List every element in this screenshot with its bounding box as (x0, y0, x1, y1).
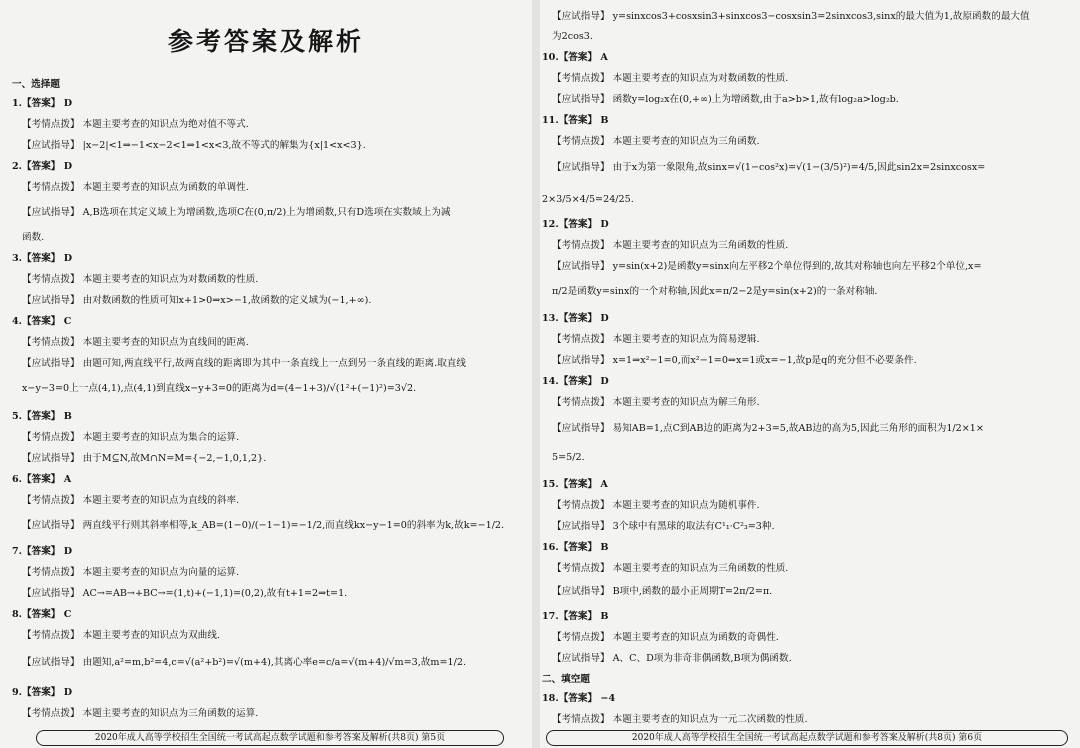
text-line: 【考情点拨】 本题主要考查的知识点为随机事件. (552, 500, 760, 511)
answer-heading: 11.【答案】 B (542, 115, 609, 126)
text-line: 【应试指导】 A、C、D项为非奇非偶函数,B项为偶函数. (552, 653, 792, 664)
page-6 (540, 0, 1080, 748)
answer-heading: 8.【答案】 C (12, 609, 72, 620)
text-line: 【考情点拨】 本题主要考查的知识点为集合的运算. (22, 432, 240, 443)
text-line: x−y−3=0上一点(4,1),点(4,1)到直线x−y+3=0的距离为d=(4−1+3)/√(1²+(−1)²)=3√2. (22, 383, 417, 394)
text-line: 【考情点拨】 本题主要考查的知识点为三角函数. (552, 136, 760, 147)
text-line: 【考情点拨】 本题主要考查的知识点为向量的运算. (22, 567, 240, 578)
text-line: 【应试指导】 由题知,a²=m,b²=4,c=√(a²+b²)=√(m+4),其离心率e=c/a=√(m+4)/√m=3,故m=1/2. (22, 657, 467, 668)
text-line: 【考情点拨】 本题主要考查的知识点为三角函数的性质. (552, 563, 789, 574)
text-line: π/2是函数y=sinx的一个对称轴,因此x=π/2−2是y=sin(x+2)的一条对称轴. (552, 286, 878, 297)
answer-heading: 16.【答案】 B (542, 542, 609, 553)
text-line: 5=5/2. (552, 452, 585, 463)
answer-heading: 2.【答案】 D (12, 161, 73, 172)
text-line: 【应试指导】 AC→=AB→+BC→=(1,t)+(−1,1)=(0,2),故有t+1=2⇒t=1. (22, 588, 348, 599)
text-line: 【应试指导】 由于x为第一象限角,故sinx=√(1−cos²x)=√(1−(3/5)²)=4/5,因此sin2x=2sinxcosx= (552, 162, 986, 173)
text-line: 【应试指导】 由于M⊆N,故M∩N=M={−2,−1,0,1,2}. (22, 453, 267, 464)
answer-heading: 10.【答案】 A (542, 52, 608, 63)
text-line: 【考情点拨】 本题主要考查的知识点为三角函数的运算. (22, 708, 259, 719)
page-footer: 2020年成人高等学校招生全国统一考试高起点数学试题和参考答案及解析(共8页) 第5页 (36, 730, 504, 746)
text-line: 【考情点拨】 本题主要考查的知识点为函数的单调性. (22, 182, 249, 193)
text-line: 【考情点拨】 本题主要考查的知识点为函数的奇偶性. (552, 632, 779, 643)
page-footer: 2020年成人高等学校招生全国统一考试高起点数学试题和参考答案及解析(共8页) 第6页 (546, 730, 1068, 746)
answer-heading: 4.【答案】 C (12, 316, 72, 327)
answer-heading: 9.【答案】 D (12, 687, 73, 698)
answer-heading: 17.【答案】 B (542, 611, 609, 622)
text-line: 【应试指导】 由对数函数的性质可知x+1>0⇒x>−1,故函数的定义域为(−1,+∞). (22, 295, 372, 306)
text-line: 【应试指导】 x=1⇒x²−1=0,而x²−1=0⇒x=1或x=−1,故p是q的充分但不必要条件. (552, 355, 917, 366)
text-line: 【应试指导】 易知AB=1,点C到AB边的距离为2+3=5,故AB边的高为5,因此三角形的面积为1/2×1× (552, 423, 984, 434)
text-line: 【应试指导】 两直线平行则其斜率相等,k_AB=(1−0)/(−1−1)=−1/2,而直线kx−y−1=0的斜率为k,故k=−1/2. (22, 520, 505, 531)
text-line: 函数. (22, 232, 45, 243)
text-line: 【应试指导】 y=sin(x+2)是函数y=sinx向左平移2个单位得到的,故其对称轴也向左平移2个单位,x= (552, 261, 982, 272)
answer-heading: 13.【答案】 D (542, 313, 609, 324)
text-line: 【考情点拨】 本题主要考查的知识点为对数函数的性质. (22, 274, 259, 285)
answer-heading: 14.【答案】 D (542, 376, 609, 387)
page-title: 参考答案及解析 (167, 27, 364, 56)
answer-heading: 12.【答案】 D (542, 219, 609, 230)
text-line: 【考情点拨】 本题主要考查的知识点为对数函数的性质. (552, 73, 789, 84)
text-line: 【应试指导】 B项中,函数的最小正周期T=2π/2=π. (552, 586, 773, 597)
text-line: 【考情点拨】 本题主要考查的知识点为三角函数的性质. (552, 240, 789, 251)
text-line: 【应试指导】 |x−2|<1⇒−1<x−2<1⇒1<x<3,故不等式的解集为{x|1<x<3}. (22, 140, 366, 151)
text-line: 【应试指导】 A,B选项在其定义域上为增函数,选项C在(0,π/2)上为增函数,只有D选项在实数域上为减 (22, 207, 451, 218)
text-line: 【考情点拨】 本题主要考查的知识点为绝对值不等式. (22, 119, 249, 130)
page-5 (0, 0, 532, 748)
answer-heading: 3.【答案】 D (12, 253, 73, 264)
answer-heading: 15.【答案】 A (542, 479, 608, 490)
text-line: 【考情点拨】 本题主要考查的知识点为解三角形. (552, 397, 760, 408)
text-line: 【应试指导】 函数y=log₂x在(0,+∞)上为增函数,由于a>b>1,故有log₂a>log₂b. (552, 94, 899, 105)
section-heading: 二、填空题 (542, 674, 590, 685)
text-line: 【应试指导】 y=sinxcos3+cosxsin3+sinxcos3−cosxsin3=2sinxcos3,sinx的最大值为1,故原函数的最大值 (552, 11, 1030, 22)
text-line: 【应试指导】 由题可知,两直线平行,故两直线的距离即为其中一条直线上一点到另一条直线的距离.取直线 (22, 358, 466, 369)
answer-heading: 7.【答案】 D (12, 546, 73, 557)
text-line: 2×3/5×4/5=24/25. (542, 194, 634, 205)
section-heading: 一、选择题 (12, 79, 60, 90)
text-line: 【考情点拨】 本题主要考查的知识点为一元二次函数的性质. (552, 714, 808, 725)
answer-heading: 1.【答案】 D (12, 98, 73, 109)
text-line: 【考情点拨】 本题主要考查的知识点为双曲线. (22, 630, 220, 641)
answer-heading: 18.【答案】 −4 (542, 693, 616, 704)
answer-heading: 5.【答案】 B (12, 411, 72, 422)
answer-heading: 6.【答案】 A (12, 474, 72, 485)
page-gutter (532, 0, 540, 748)
text-line: 【考情点拨】 本题主要考查的知识点为简易逻辑. (552, 334, 760, 345)
text-line: 为2cos3. (552, 31, 593, 42)
text-line: 【考情点拨】 本题主要考查的知识点为直线间的距离. (22, 337, 249, 348)
text-line: 【考情点拨】 本题主要考查的知识点为直线的斜率. (22, 495, 240, 506)
text-line: 【应试指导】 3个球中有黑球的取法有C¹₁·C²₃=3种. (552, 521, 775, 532)
